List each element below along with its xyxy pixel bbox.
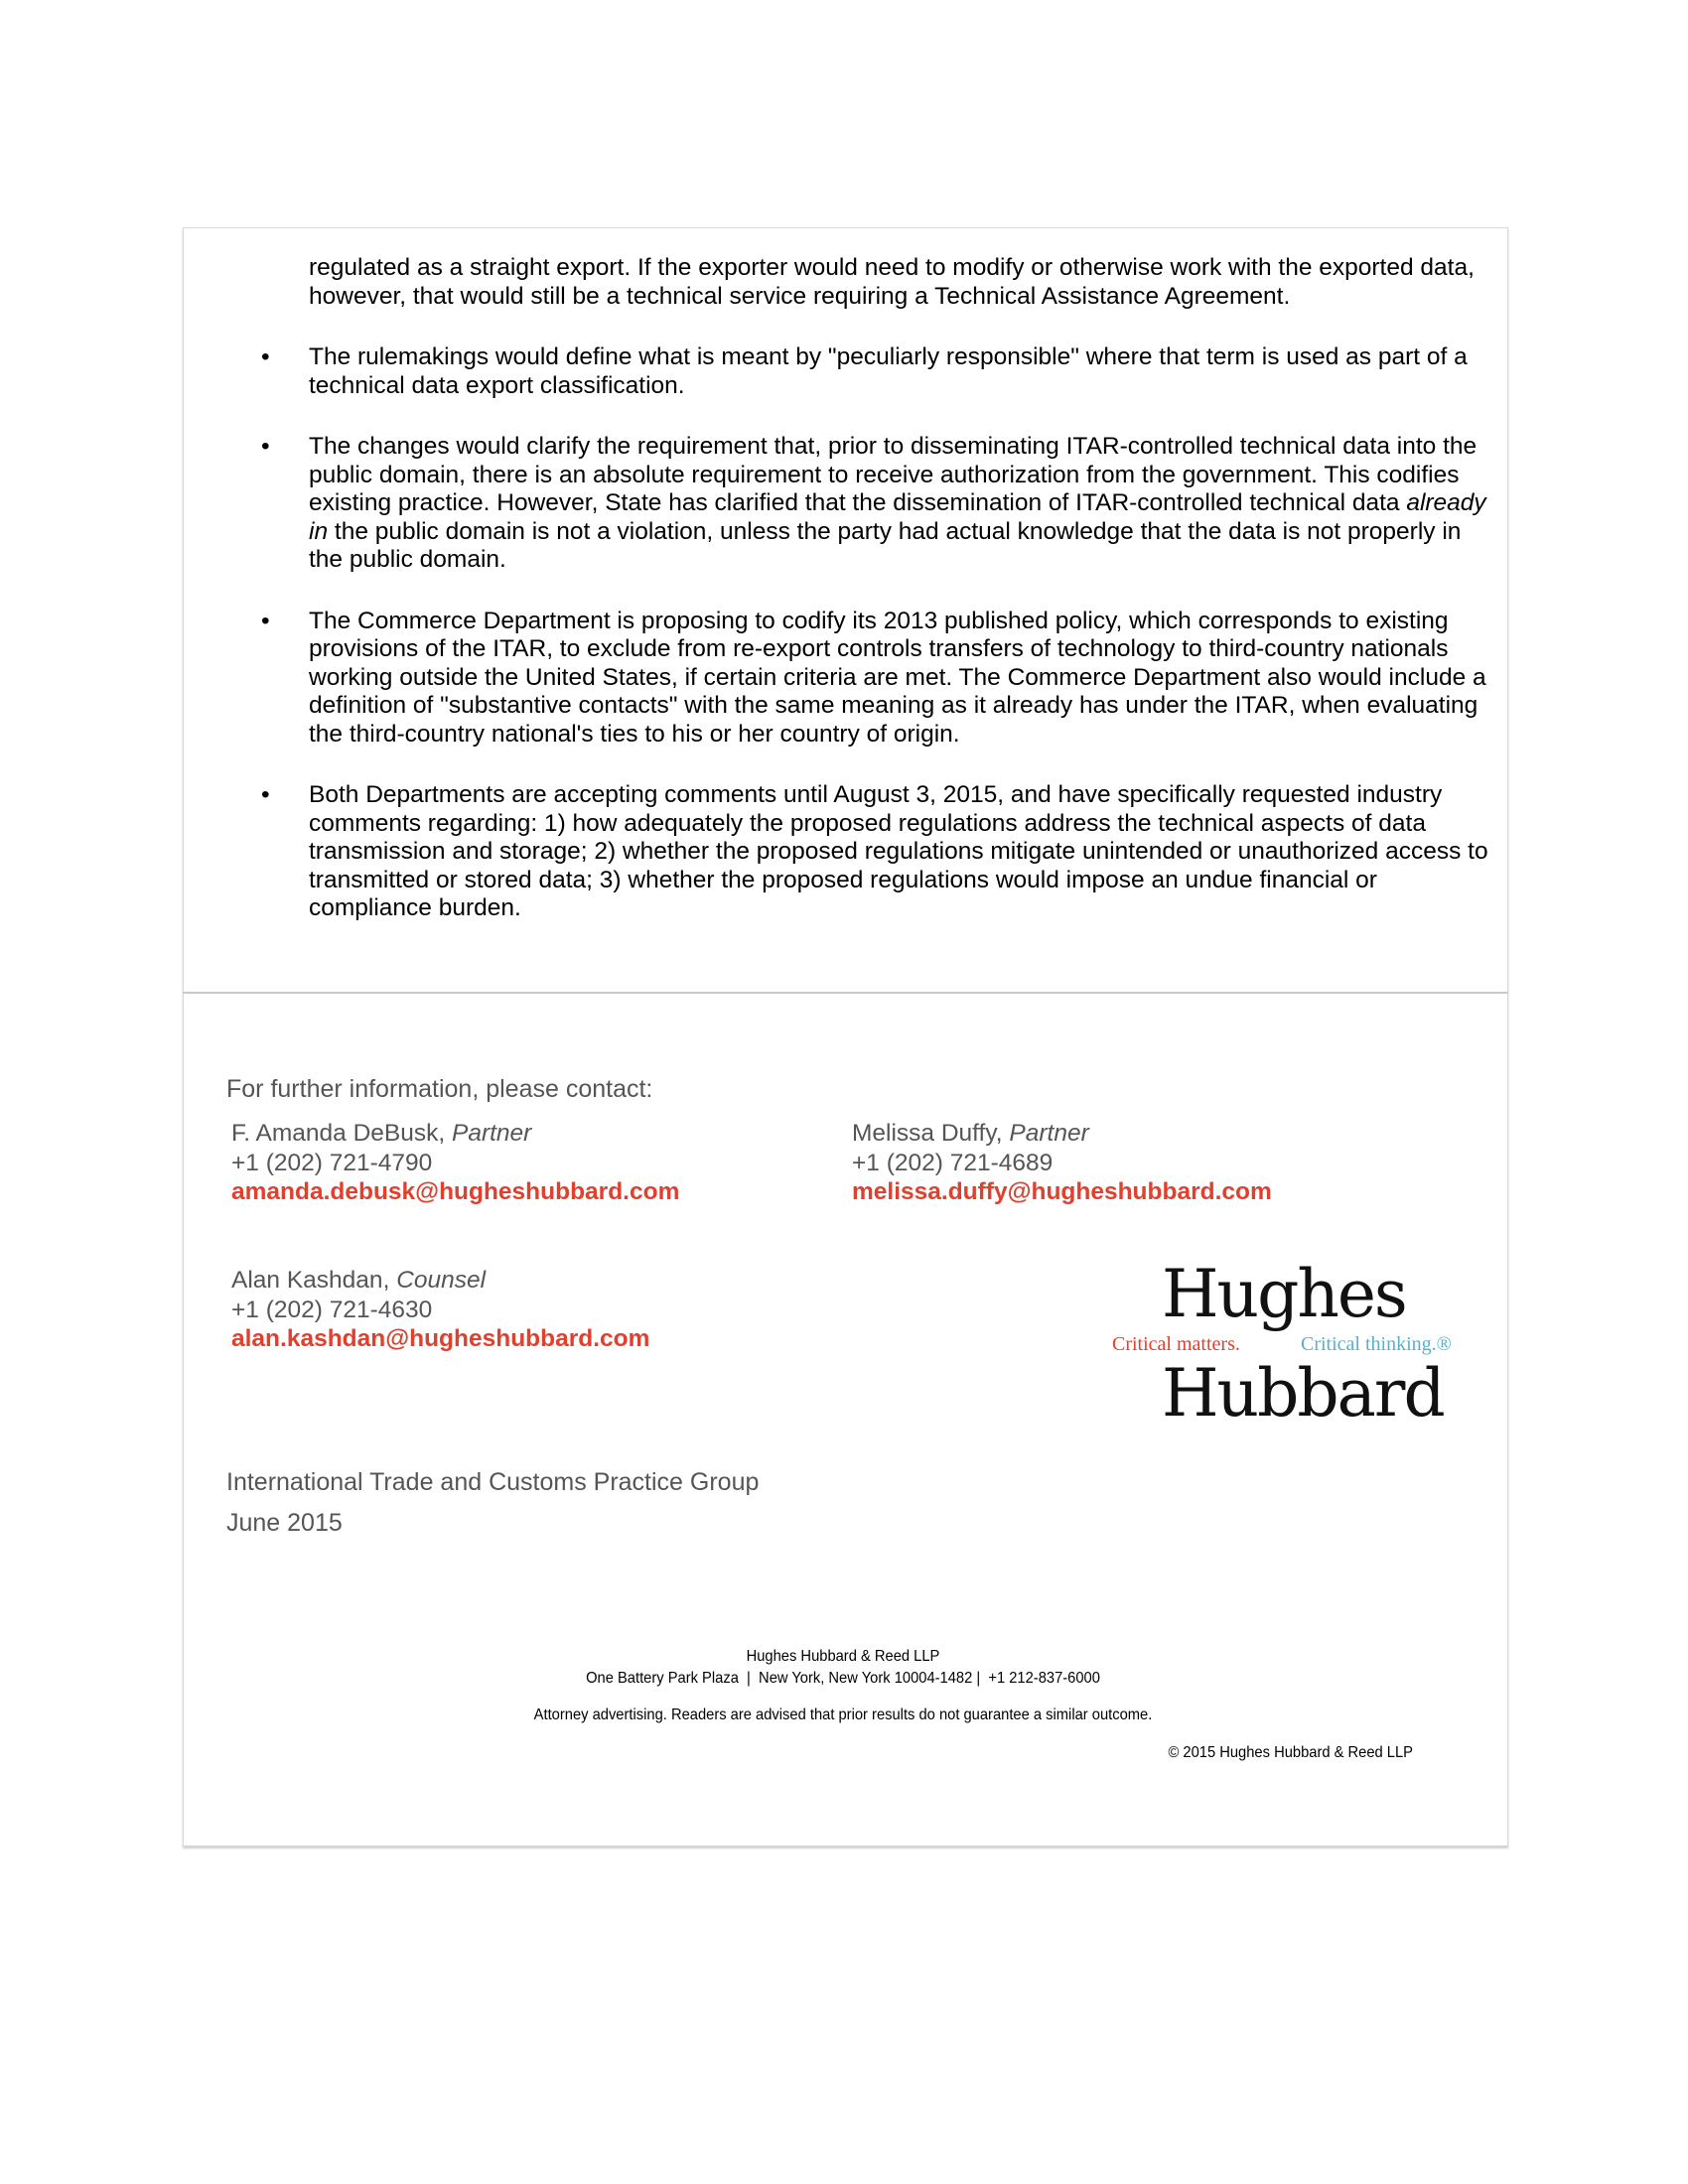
- footer-disclaimer: Attorney advertising. Readers are advised that prior results do not guarantee a similar outcome.: [533, 1706, 1153, 1723]
- publication-date: June 2015: [226, 1509, 343, 1537]
- contact-phone: +1 (202) 721-4689: [852, 1149, 1054, 1176]
- italic-text: already in: [309, 489, 1486, 545]
- footer-address: One Battery Park Plaza | New York, New York 10004-1482 | +1 212-837-6000: [586, 1670, 1100, 1687]
- logo-tagline-red: Critical matters.: [1112, 1333, 1240, 1355]
- continuation-paragraph: regulated as a straight export. If the exporter would need to modify or otherwise work with the exported data, however, that would still be a technical service requiring a Technical Assistance Agreement.: [309, 254, 1475, 310]
- contact-phone: +1 (202) 721-4790: [231, 1149, 433, 1176]
- contact-email-link[interactable]: melissa.duffy@hugheshubbard.com: [852, 1178, 1272, 1205]
- bullet-item: • Both Departments are accepting comments until August 3, 2015, and have specifically requested industry comments regarding: 1) how adequately the proposed regulations address the technical aspects of data transmission and storage; 2) whether the proposed regulations mitigate unintended or unauthorized access to transmitted or stored data; 3) whether the proposed regulations would impose an undue financial or compliance burden.: [309, 781, 1490, 923]
- bullet-item: [309, 433, 1490, 575]
- hughes-hubbard-logo: [1112, 1256, 1479, 1432]
- logo-taglines: [1112, 1332, 1479, 1356]
- practice-group: International Trade and Customs Practice Group: [226, 1468, 760, 1496]
- contact-card: Melissa Duffy, Partner +1 (202) 721-4689 melissa.duffy@hugheshubbard.com: [852, 1120, 1272, 1205]
- footer-firm-name: Hughes Hubbard & Reed LLP: [746, 1648, 940, 1665]
- contact-email-link[interactable]: alan.kashdan@hugheshubbard.com: [231, 1325, 650, 1352]
- contact-title: Partner: [451, 1120, 532, 1147]
- document-body: [309, 254, 1490, 956]
- bullet-item: • The Commerce Department is proposing to codify its 2013 published policy, which corresponds to existing provisions of the ITAR, to exclude from re-export controls transfers of technology to third-country nationals working outside the United States, if certain criteria are met. The Commerce Department also would include a definition of "substantive contacts" with the same meaning as it already has under the ITAR, when evaluating the third-country national's ties to his or her country of origin.: [309, 608, 1490, 750]
- footer-copyright: © 2015 Hughes Hubbard & Reed LLP: [1168, 1744, 1413, 1761]
- contact-name: Melissa Duffy: [852, 1120, 996, 1147]
- bullet-text: The changes would clarify the requirement that, prior to disseminating ITAR-controlled technical data into the public domain, there is an absolute requirement to receive authorization from the government. This codifies existing practice. However, State has clarified that the dissemination of ITAR-controlled technical data: [309, 433, 1477, 516]
- section-divider: [183, 992, 1508, 994]
- logo-tagline-blue: Critical thinking.®: [1301, 1333, 1452, 1355]
- logo-word-hubbard: Hubbard: [1162, 1355, 1444, 1432]
- contact-heading: For further information, please contact:: [226, 1075, 653, 1103]
- contact-card: Alan Kashdan, Counsel +1 (202) 721-4630 alan.kashdan@hugheshubbard.com: [231, 1267, 650, 1352]
- contact-title: Counsel: [396, 1267, 487, 1294]
- contact-name: F. Amanda DeBusk: [231, 1120, 439, 1147]
- contact-email-link[interactable]: amanda.debusk@hugheshubbard.com: [231, 1178, 680, 1205]
- contact-phone: +1 (202) 721-4630: [231, 1296, 433, 1323]
- contact-card: F. Amanda DeBusk, Partner +1 (202) 721-4790 amanda.debusk@hugheshubbard.com: [231, 1120, 680, 1205]
- contact-title: Partner: [1009, 1120, 1089, 1147]
- bullet-item: • The rulemakings would define what is meant by "peculiarly responsible" where that term is used as part of a technical data export classification.: [309, 343, 1490, 400]
- contact-name: Alan Kashdan: [231, 1267, 383, 1294]
- bullet-text: the public domain is not a violation, unless the party had actual knowledge that the data is not properly in the public domain.: [309, 517, 1462, 573]
- logo-word-hughes: Hughes: [1162, 1256, 1406, 1332]
